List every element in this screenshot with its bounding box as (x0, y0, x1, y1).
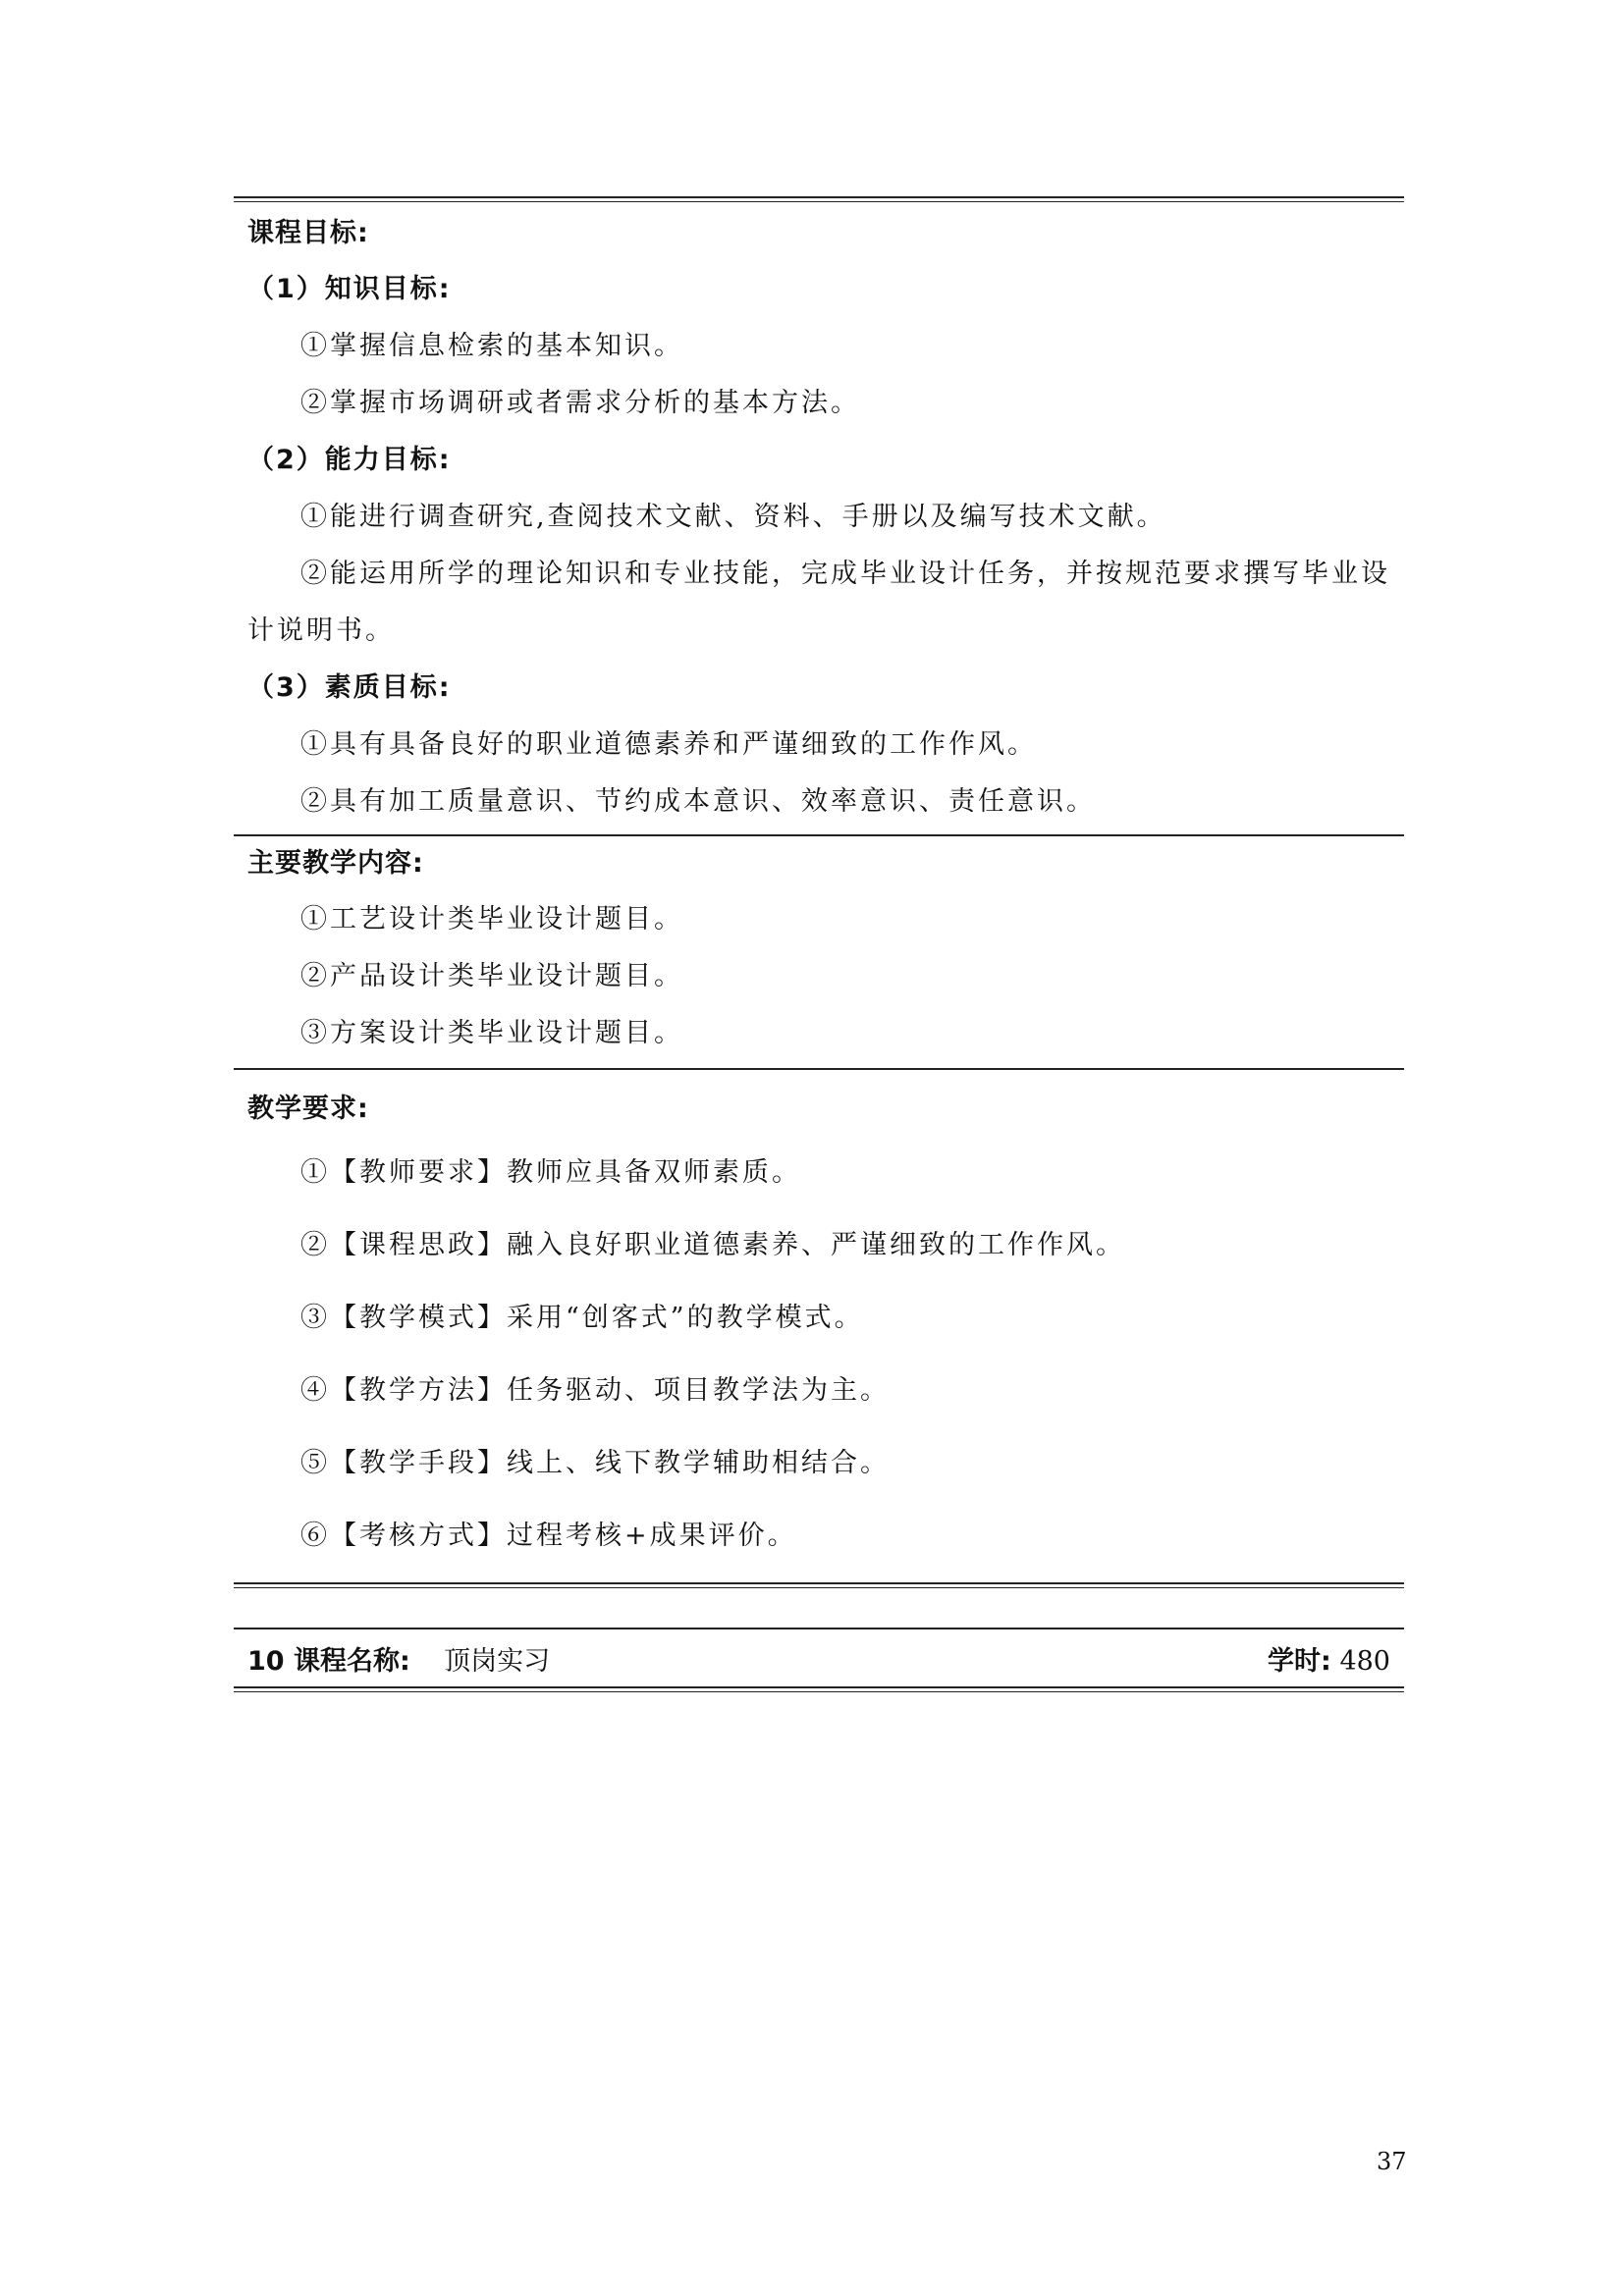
course-goals-heading: 课程目标: (247, 218, 369, 248)
requirement-item: ②【课程思政】融入良好职业道德素养、严谨细致的工作作风。 (300, 1230, 1125, 1260)
knowledge-goals-title: （1）知识目标: (247, 274, 452, 304)
requirement-item: ④【教学方法】任务驱动、项目教学法为主。 (300, 1375, 890, 1406)
bottom-double-rule (234, 1582, 1404, 1588)
course-hours-group (1268, 1639, 1390, 1678)
ability-goal-item: ②能运用所学的理论知识和专业技能，完成毕业设计任务，并按规范要求撰写毕业设计说明书。 (247, 559, 1390, 646)
teaching-content-item: ①工艺设计类毕业设计题目。 (300, 904, 683, 934)
teaching-requirements-heading: 教学要求: (247, 1094, 369, 1124)
teaching-content-item: ②产品设计类毕业设计题目。 (300, 961, 683, 991)
requirement-item: ⑤【教学手段】线上、线下教学辅助相结合。 (300, 1448, 890, 1478)
course-name-value: 顶岗实习 (444, 1645, 551, 1677)
quality-goal-item: ②具有加工质量意识、节约成本意识、效率意识、责任意识。 (300, 786, 1096, 817)
requirement-item: ③【教学模式】采用“创客式”的教学模式。 (300, 1303, 864, 1333)
course-hours-value: 480 (1339, 1645, 1390, 1677)
ability-goal-item: ①能进行调查研究,查阅技术文献、资料、手册以及编写技术文献。 (300, 502, 1166, 532)
knowledge-goal-item: ②掌握市场调研或者需求分析的基本方法。 (300, 388, 860, 418)
teaching-content-heading: 主要教学内容: (247, 848, 424, 879)
page-number: 37 (1377, 2148, 1407, 2175)
requirement-item: ⑥【考核方式】过程考核+成果评价。 (300, 1521, 797, 1551)
teaching-content-section (234, 836, 1404, 1068)
course-name-group (247, 1639, 550, 1678)
course-hours-label: 学时: (1268, 1645, 1331, 1677)
course-document (234, 196, 1404, 1588)
ability-goals-title: （2）能力目标: (247, 445, 452, 475)
teaching-requirements-section (234, 1070, 1404, 1582)
quality-goals-title: （3）素质目标: (247, 672, 452, 703)
teaching-content-item: ③方案设计类毕业设计题目。 (300, 1018, 683, 1048)
quality-goal-item: ①具有具备良好的职业道德素养和严谨细致的工作作风。 (300, 729, 1037, 760)
course-row-bottom-rule (234, 1686, 1404, 1692)
course-goals-section (234, 202, 1404, 834)
course-name-spacer (418, 1646, 435, 1677)
course-row-content (234, 1629, 1404, 1686)
course-name-label: 10 课程名称: (247, 1645, 410, 1677)
requirement-item: ①【教师要求】教师应具备双师素质。 (300, 1157, 801, 1188)
knowledge-goal-item: ①掌握信息检索的基本知识。 (300, 331, 683, 361)
next-course-row (234, 1628, 1404, 1692)
